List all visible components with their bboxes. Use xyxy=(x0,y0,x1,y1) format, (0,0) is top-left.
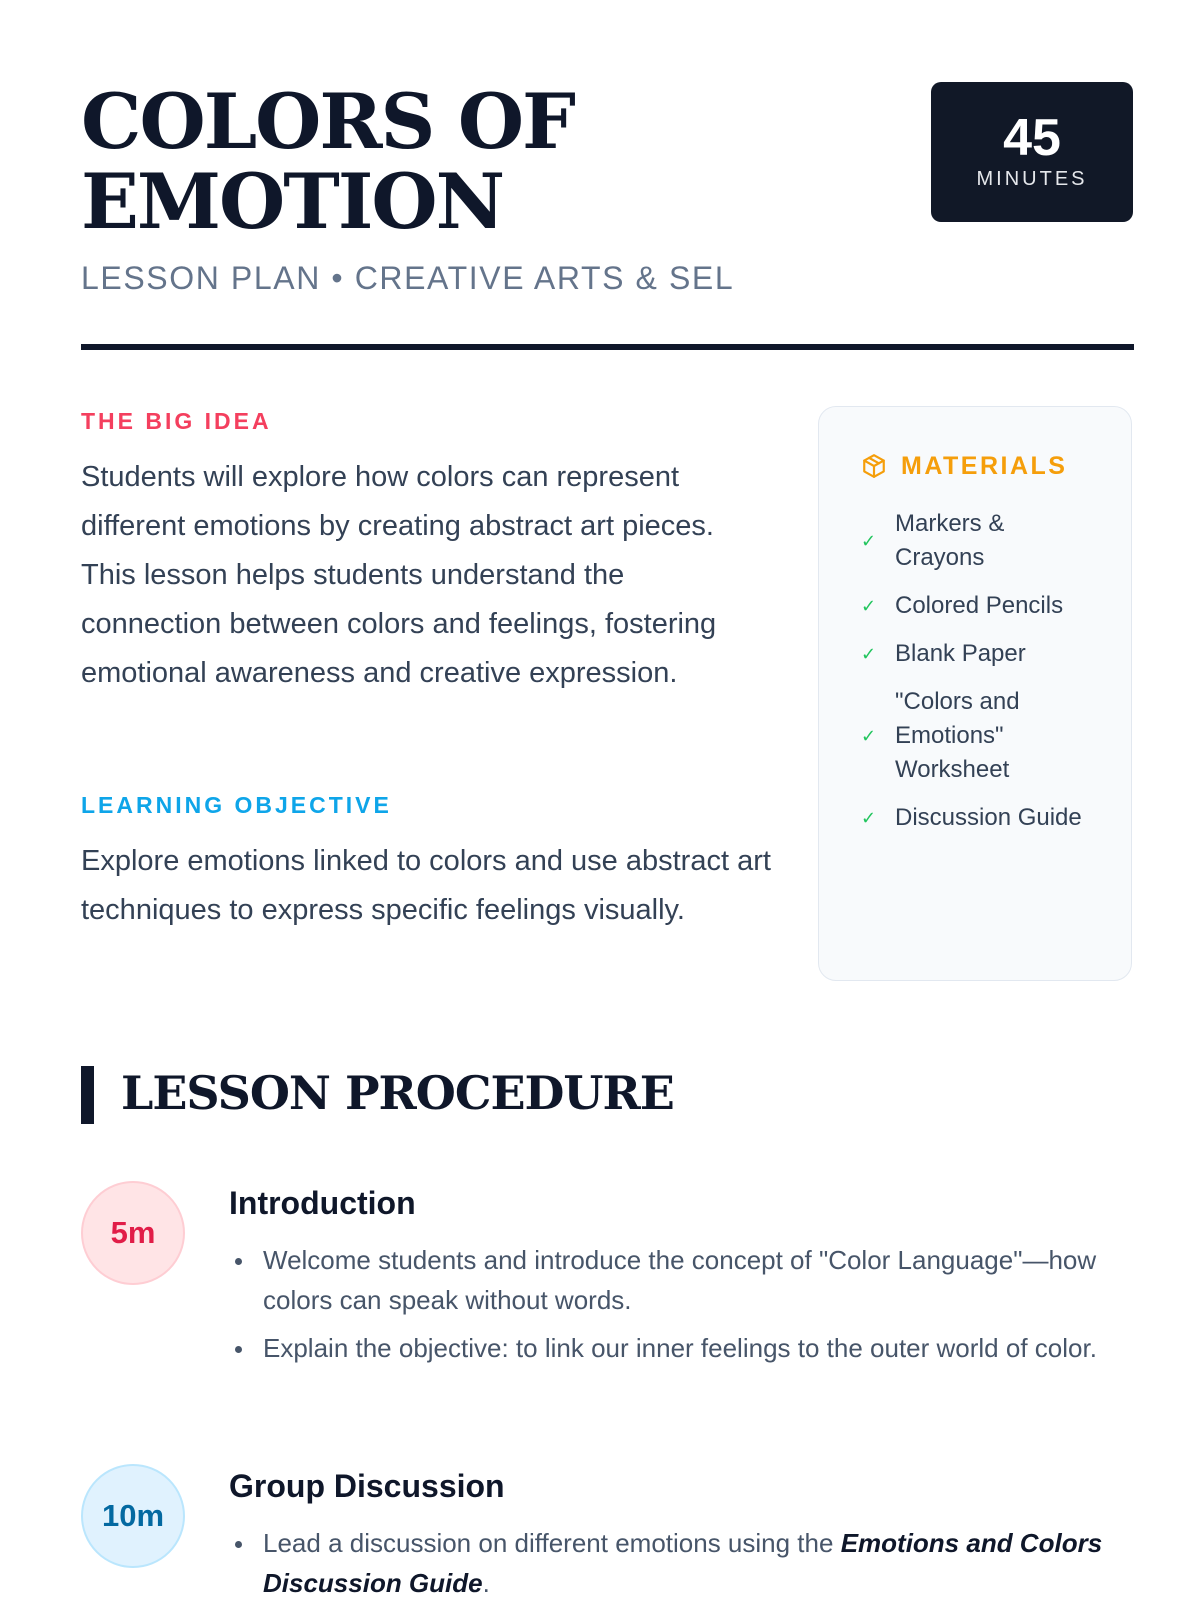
step-title: Introduction xyxy=(229,1185,416,1221)
material-label: "Colors and Emotions" Worksheet xyxy=(895,688,1020,783)
materials-header xyxy=(861,451,1067,481)
duration-unit: MINUTES xyxy=(976,168,1088,190)
page-title: COLORS OF EMOTION xyxy=(81,77,574,246)
check-icon: ✓ xyxy=(861,808,877,828)
bullet-text: Lead a discussion on different emotions using the xyxy=(263,1528,841,1558)
step-bullet-list xyxy=(229,1240,1119,1376)
material-label: Blank Paper xyxy=(895,640,1026,667)
list-item xyxy=(229,1523,1119,1603)
material-label: Discussion Guide xyxy=(895,804,1082,831)
step-bullet-list xyxy=(229,1523,1119,1611)
check-icon: ✓ xyxy=(861,644,877,664)
list-item: Explain the objective: to link our inner feelings to the outer world of color. xyxy=(229,1328,1119,1368)
duration-value: 45 xyxy=(1003,109,1061,167)
materials-list xyxy=(861,507,1121,849)
list-item xyxy=(861,685,1121,787)
material-label: Colored Pencils xyxy=(895,592,1064,619)
guide-title: Emotions and Colors Discussion Guide xyxy=(263,1528,1103,1598)
materials-card xyxy=(818,406,1132,981)
list-item xyxy=(861,589,1121,623)
objective-text: Explore emotions linked to colors and use abstract art techniques to express specific feelings visually. xyxy=(81,845,771,926)
list-item: Welcome students and introduce the concept of "Color Language"—how colors can speak without words. xyxy=(229,1240,1119,1320)
materials-title: MATERIALS xyxy=(901,451,1068,480)
package-icon xyxy=(861,453,887,479)
check-icon: ✓ xyxy=(861,726,877,746)
step-time-badge: 10m xyxy=(81,1464,185,1568)
procedure-accent-bar xyxy=(81,1066,94,1124)
objective-label: LEARNING OBJECTIVE xyxy=(81,792,392,818)
check-icon: ✓ xyxy=(861,596,877,616)
bullet-suffix: . xyxy=(482,1568,490,1598)
page-subtitle: LESSON PLAN • CREATIVE ARTS & SEL xyxy=(81,260,735,296)
list-item xyxy=(861,637,1121,671)
big-idea-label: THE BIG IDEA xyxy=(81,408,272,434)
material-label: Markers & Crayons xyxy=(895,510,1005,571)
check-icon: ✓ xyxy=(861,531,877,551)
procedure-title: LESSON PROCEDURE xyxy=(121,1066,674,1120)
step-time-badge: 5m xyxy=(81,1181,185,1285)
header-divider xyxy=(81,344,1134,350)
list-item xyxy=(861,801,1121,835)
duration-badge xyxy=(931,82,1133,222)
list-item xyxy=(861,507,1121,575)
big-idea-text: Students will explore how colors can represent different emotions by creating abstract art pieces. This lesson helps students understand the connection between colors and feelings, fostering emotional awareness and creative expression. xyxy=(81,461,717,689)
step-title: Group Discussion xyxy=(229,1468,505,1504)
lesson-plan-page xyxy=(81,0,1134,1600)
